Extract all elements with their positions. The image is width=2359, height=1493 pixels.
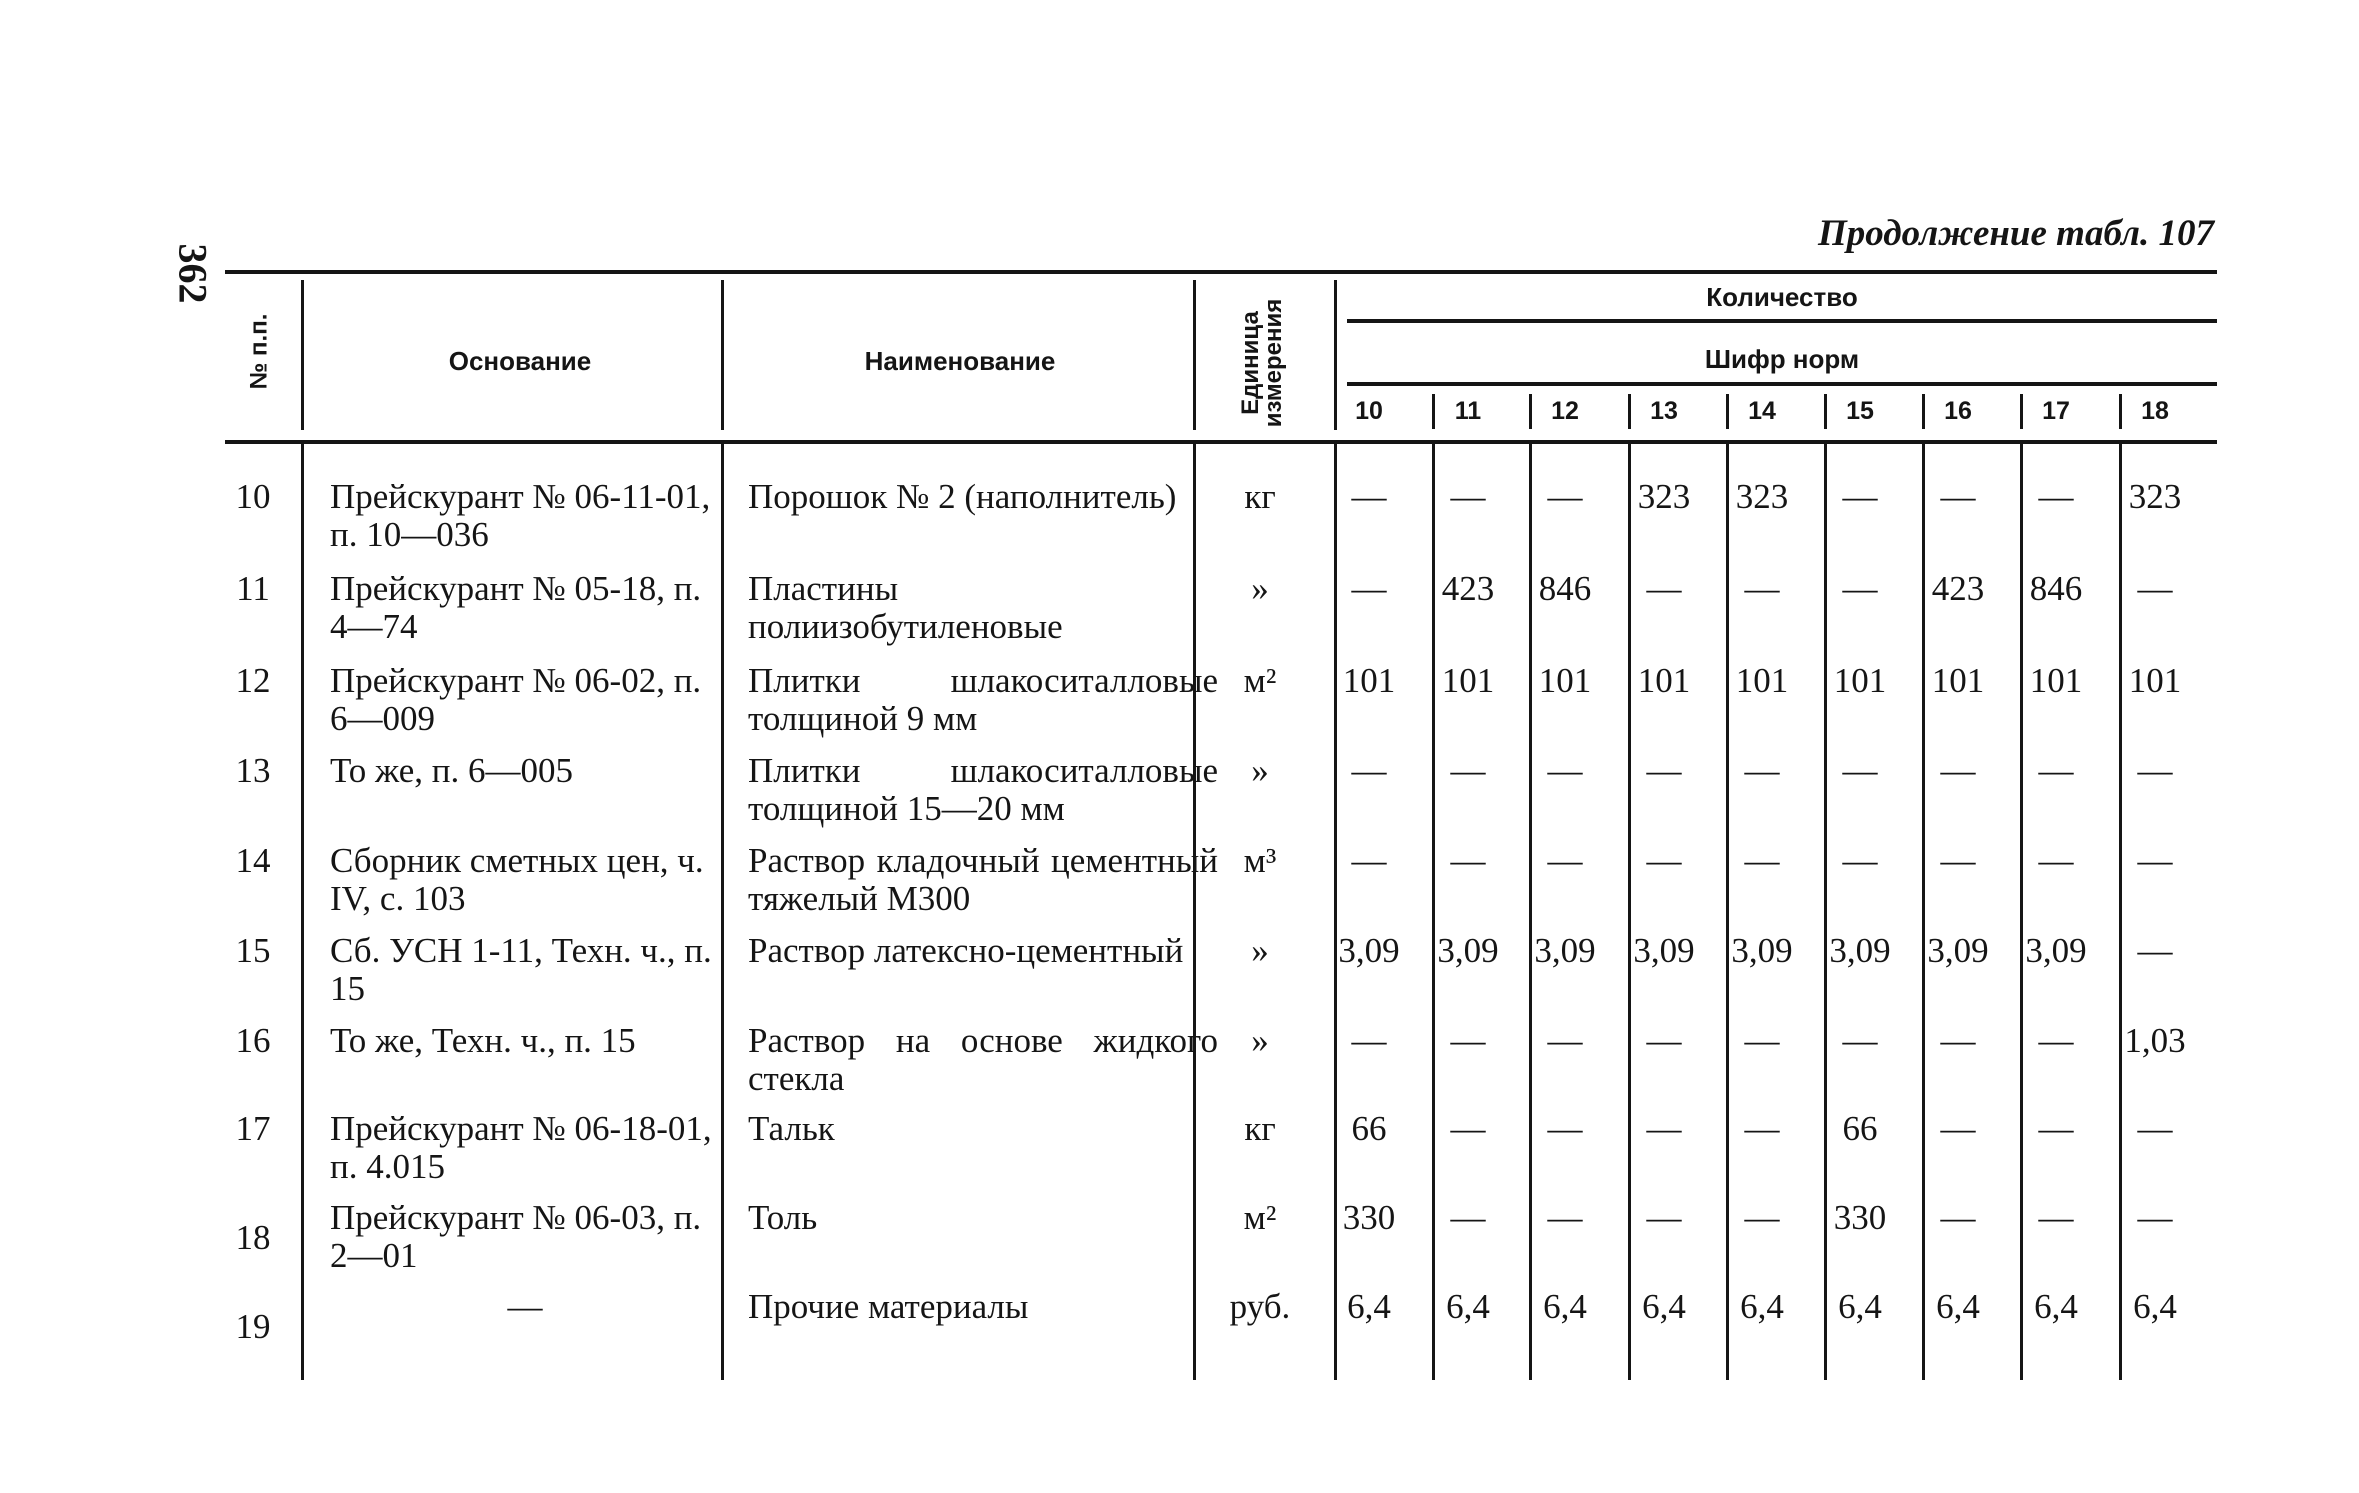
table-row [225,842,2217,932]
code-divider [2119,394,2122,429]
norm-code-18: 18 [2141,397,2169,425]
quantity-value: — [1744,841,1780,880]
row-unit: » [1251,931,1269,970]
quantity-value: — [2038,1109,2074,1148]
name-header: Наименование [864,346,1056,376]
quantity-value: — [1351,569,1387,608]
quantity-header-border [1347,319,2217,323]
quantity-value: 66 [1351,1109,1387,1148]
quantity-value: — [1744,1198,1780,1237]
quantity-value: 6,4 [1543,1287,1587,1326]
quantity-value: — [1547,477,1583,516]
quantity-value: 101 [1637,661,1691,700]
quantity-value: 3,09 [1633,931,1695,970]
quantity-divider [1824,442,1827,1380]
row-number: 10 [235,477,271,516]
norm-code-10: 10 [1355,397,1383,425]
quantity-value: — [1547,1198,1583,1237]
norm-code-header: Шифр норм [1704,344,1860,374]
row-number: 11 [236,569,270,608]
row-unit: м² [1243,661,1277,700]
norm-code-12: 12 [1551,397,1579,425]
quantity-value: — [1744,1021,1780,1060]
quantity-value: — [2038,751,2074,790]
quantity-value: 101 [1735,661,1789,700]
row-basis: Прейскурант № 06-18-01, п. 4.015 [330,1109,712,1186]
quantity-value: — [2038,1198,2074,1237]
code-divider [1726,394,1729,429]
basis-header: Основание [448,346,592,376]
quantity-value: — [1842,1021,1878,1060]
row-name: Плитки шлакоситалловые толщиной 15—20 мм [748,751,1218,828]
quantity-value: — [2137,1198,2173,1237]
quantity-value: — [1744,569,1780,608]
row-name: Прочие материалы [748,1287,1029,1326]
quantity-value: — [1940,1109,1976,1148]
quantity-value: — [1646,841,1682,880]
quantity-value: 3,09 [1731,931,1793,970]
table-row [225,1022,2217,1112]
row-name: Пластины полиизобутиленовые [748,569,1063,646]
quantity-value: 846 [2029,569,2083,608]
quantity-value: 101 [1538,661,1592,700]
table-row [225,570,2217,660]
row-basis: Сборник сметных цен, ч. IV, с. 103 [330,841,704,918]
quantity-value: 846 [1538,569,1592,608]
quantity-value: 3,09 [1338,931,1400,970]
column-divider [721,280,724,430]
quantity-value: 3,09 [1829,931,1891,970]
quantity-value: 101 [1931,661,1985,700]
table-row [225,662,2217,752]
quantity-value: 66 [1842,1109,1878,1148]
row-number: 18 [235,1218,271,1257]
quantity-value: 6,4 [1446,1287,1490,1326]
table-row [225,1199,2217,1289]
row-number: 16 [235,1021,271,1060]
quantity-value: — [1547,841,1583,880]
row-basis: Прейскурант № 06-02, п. 6—009 [330,661,702,738]
quantity-value: — [1842,751,1878,790]
row-unit: » [1251,1021,1269,1060]
quantity-divider [1432,442,1435,1380]
row-unit: руб. [1229,1287,1291,1326]
row-basis: Сб. УСН 1-11, Техн. ч., п. 15 [330,931,712,1008]
quantity-value: 323 [1637,477,1691,516]
table-row [225,752,2217,842]
row-name: Плитки шлакоситалловые толщиной 9 мм [748,661,1218,738]
quantity-value: 423 [1441,569,1495,608]
table-top-border [225,270,2217,274]
quantity-value: 101 [1833,661,1887,700]
quantity-value: 3,09 [2025,931,2087,970]
quantity-value: — [1842,841,1878,880]
row-unit: м² [1243,1198,1277,1237]
quantity-value: — [1547,1021,1583,1060]
quantity-value: — [1940,841,1976,880]
quantity-value: — [1450,1021,1486,1060]
quantity-value: 6,4 [1740,1287,1784,1326]
quantity-value: — [2137,841,2173,880]
row-name: Раствор латексно-цементный [748,931,1184,970]
quantity-value: 6,4 [2133,1287,2177,1326]
quantity-value: — [1646,569,1682,608]
row-number: 13 [235,751,271,790]
code-divider [1529,394,1532,429]
quantity-value: — [2038,1021,2074,1060]
quantity-value: 101 [2029,661,2083,700]
page-number: 362 [170,243,216,304]
quantity-value: — [1646,1021,1682,1060]
quantity-divider [2119,442,2122,1380]
quantity-value: — [1842,477,1878,516]
quantity-value: — [1450,477,1486,516]
quantity-value: — [2137,931,2173,970]
quantity-value: 3,09 [1927,931,1989,970]
row-basis: Прейскурант № 06-03, п. 2—01 [330,1198,702,1275]
quantity-value: — [1940,1198,1976,1237]
quantity-value: — [1646,1198,1682,1237]
row-basis: То же, п. 6—005 [330,751,573,790]
quantity-value: 6,4 [2034,1287,2078,1326]
quantity-value: — [1744,1109,1780,1148]
row-number: 19 [235,1307,271,1346]
quantity-value: 323 [2128,477,2182,516]
unit-header: Единица измерения [1237,298,1287,428]
quantity-value: 323 [1735,477,1789,516]
table-row [225,1110,2217,1200]
quantity-value: — [1842,569,1878,608]
row-number: 14 [235,841,271,880]
quantity-value: — [2038,477,2074,516]
quantity-value: 6,4 [1838,1287,1882,1326]
quantity-value: — [1547,751,1583,790]
row-number-header: № п.п. [245,313,273,390]
code-divider [1628,394,1631,429]
quantity-value: — [2137,751,2173,790]
quantity-value: — [1450,1198,1486,1237]
row-unit: » [1251,751,1269,790]
norm-header-border [1347,382,2217,386]
quantity-value: 1,03 [2124,1021,2186,1060]
quantity-divider [1922,442,1925,1380]
row-name: Порошок № 2 (наполнитель) [748,477,1177,516]
quantity-divider [1628,442,1631,1380]
quantity-value: 330 [1342,1198,1396,1237]
quantity-header: Количество [1706,282,1858,312]
code-divider [1922,394,1925,429]
row-number: 12 [235,661,271,700]
quantity-value: — [1351,751,1387,790]
quantity-value: — [1547,1109,1583,1148]
quantity-value: — [2137,1109,2173,1148]
quantity-value: — [2038,841,2074,880]
quantity-value: — [1744,751,1780,790]
norm-code-17: 17 [2042,397,2070,425]
row-name: Раствор на основе жидкого стекла [748,1021,1218,1098]
quantity-value: — [2137,569,2173,608]
norm-code-16: 16 [1944,397,1972,425]
quantity-value: 423 [1931,569,1985,608]
quantity-value: 330 [1833,1198,1887,1237]
quantity-value: — [1351,477,1387,516]
norm-code-13: 13 [1650,397,1678,425]
norm-code-15: 15 [1846,397,1874,425]
row-number: 17 [235,1109,271,1148]
row-unit: м³ [1243,841,1277,880]
quantity-value: 3,09 [1534,931,1596,970]
materials-table [225,270,2217,1410]
row-unit: кг [1244,1109,1276,1148]
row-name: Тальк [748,1109,835,1148]
row-unit: » [1251,569,1269,608]
code-divider [1824,394,1827,429]
quantity-divider [1529,442,1532,1380]
quantity-divider [1726,442,1729,1380]
table-row [225,1288,2217,1378]
quantity-divider [2020,442,2023,1380]
quantity-value: — [1940,1021,1976,1060]
quantity-value: — [1351,841,1387,880]
header-bottom-border [225,440,2217,444]
quantity-value: 101 [1441,661,1495,700]
row-basis: — [507,1287,543,1326]
table-row [225,932,2217,1022]
quantity-value: 3,09 [1437,931,1499,970]
quantity-value: — [1940,477,1976,516]
column-divider [301,280,304,430]
quantity-value: — [1940,751,1976,790]
quantity-value: 6,4 [1642,1287,1686,1326]
quantity-value: — [1450,841,1486,880]
code-divider [1432,394,1435,429]
quantity-value: — [1351,1021,1387,1060]
quantity-value: 6,4 [1936,1287,1980,1326]
row-number: 15 [235,931,271,970]
norm-code-14: 14 [1748,397,1776,425]
quantity-value: — [1646,1109,1682,1148]
code-divider [2020,394,2023,429]
row-basis: Прейскурант № 06-11-01, п. 10—036 [330,477,711,554]
row-basis: То же, Техн. ч., п. 15 [330,1021,636,1060]
quantity-value: 101 [1342,661,1396,700]
quantity-value: — [1646,751,1682,790]
norm-code-11: 11 [1454,397,1482,425]
row-unit: кг [1244,477,1276,516]
table-row [225,478,2217,568]
quantity-value: 101 [2128,661,2182,700]
quantity-value: 6,4 [1347,1287,1391,1326]
quantity-value: — [1450,1109,1486,1148]
row-basis: Прейскурант № 05-18, п. 4—74 [330,569,702,646]
table-caption: Продолжение табл. 107 [1818,213,2214,254]
quantity-value: — [1450,751,1486,790]
row-name: Раствор кладочный цементный тяжелый М300 [748,841,1218,918]
row-name: Толь [748,1198,818,1237]
